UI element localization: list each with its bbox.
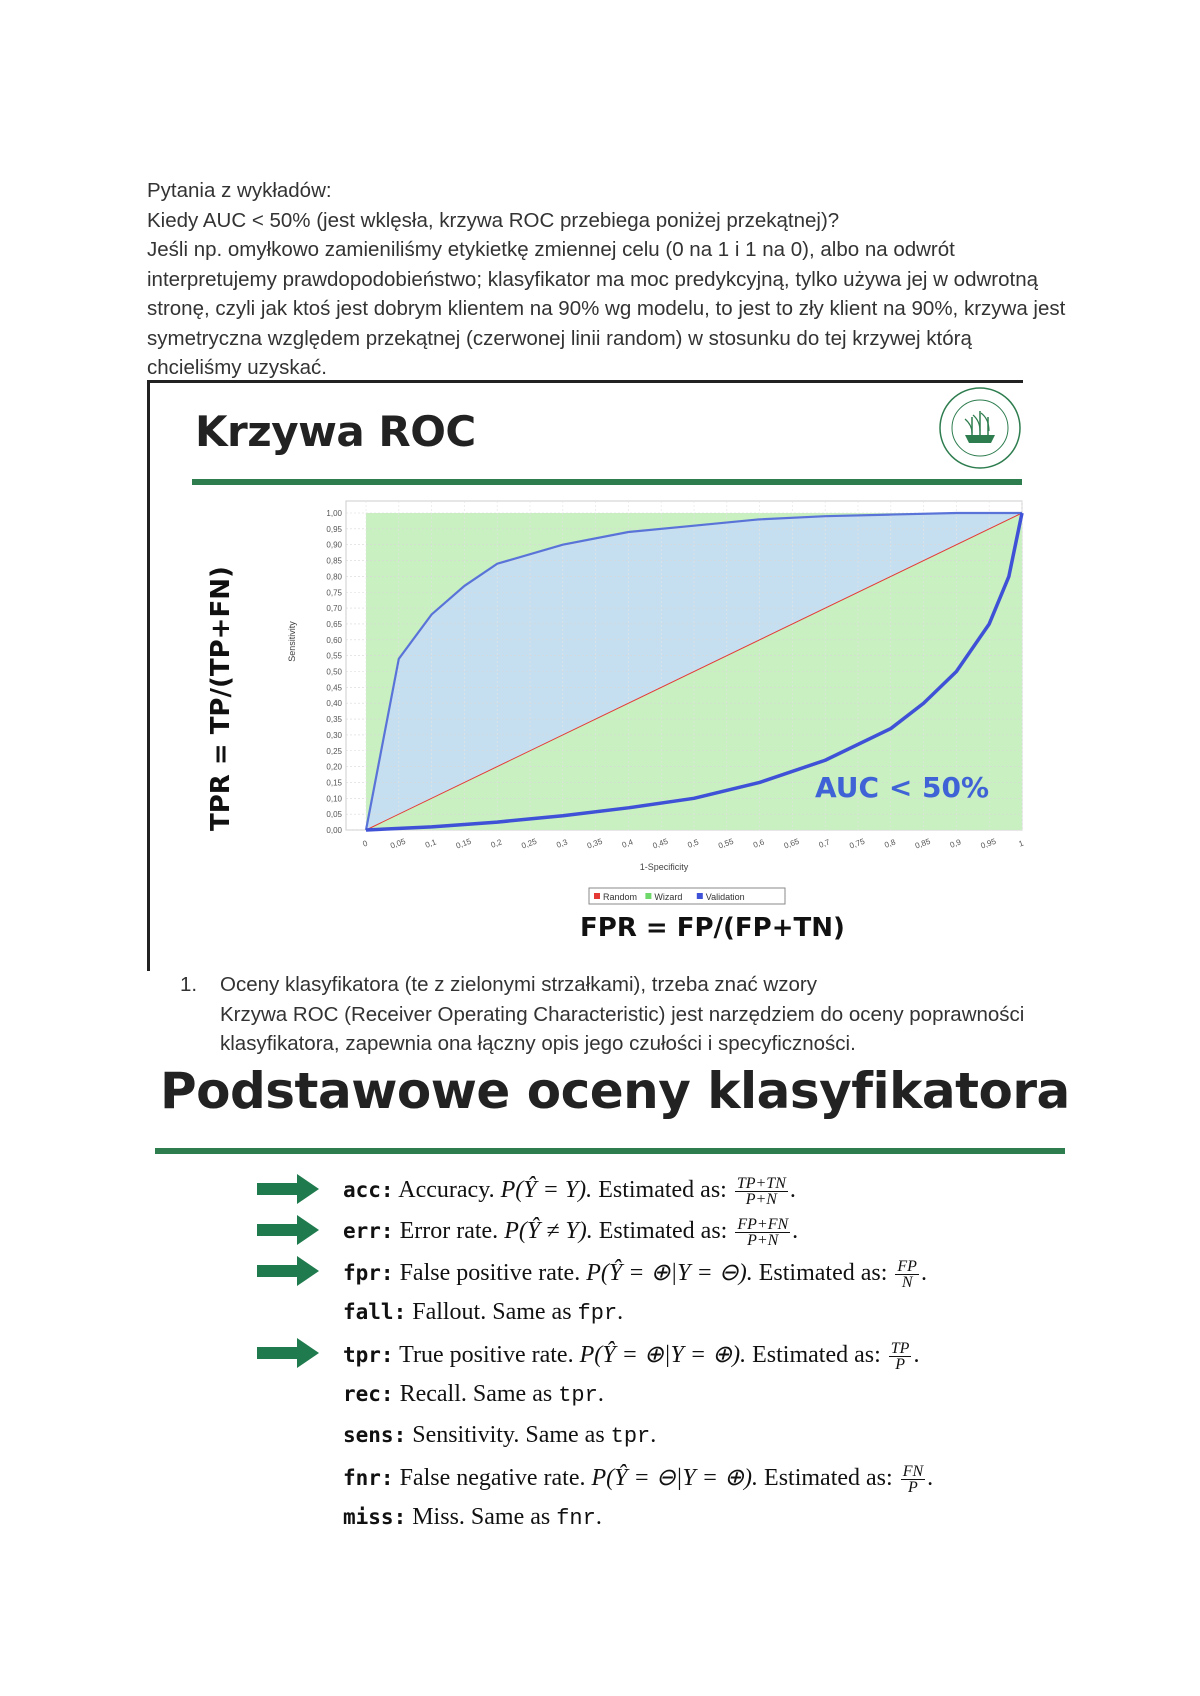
intro-line-2: Kiedy AUC < 50% (jest wklęsła, krzywa ROC przebiega poniżej przekątnej)? <box>147 208 840 232</box>
y-axis-title: Sensitivity <box>287 621 297 662</box>
metric-fraction <box>735 1217 790 1248</box>
x-tick-label: 0,2 <box>489 837 504 850</box>
metric-text: fall: Fallout. Same as fpr. <box>343 1299 624 1326</box>
x-tick-label: 0,5 <box>686 837 700 850</box>
metric-row <box>255 1293 1115 1334</box>
metric-reference: fnr <box>556 1506 596 1531</box>
legend-label-validation: Validation <box>705 892 745 902</box>
metrics-list <box>255 1170 1115 1539</box>
metric-code: fnr: <box>343 1466 394 1490</box>
metric-formula: P(Ŷ ≠ Y). <box>504 1218 593 1245</box>
metric-text: miss: Miss. Same as fnr. <box>343 1504 602 1531</box>
roc-slide <box>147 380 1023 971</box>
metric-formula: P(Ŷ = Y). <box>500 1177 593 1204</box>
x-tick-label: 0,1 <box>423 837 438 850</box>
numbered-list <box>180 970 1080 1059</box>
y-tick-label: 0,80 <box>326 572 342 582</box>
auc-label: AUC < 50% <box>815 771 990 804</box>
metric-description: Sensitivity. Same as <box>412 1422 605 1448</box>
metric-description: Recall. Same as <box>399 1381 553 1407</box>
metrics-slide-title: Podstawowe oceny klasyfikatora <box>160 1062 1070 1120</box>
y-tick-label: 0,45 <box>326 683 342 693</box>
metric-code: sens: <box>343 1423 407 1447</box>
x-tick-label: 0,85 <box>913 836 932 851</box>
x-tick-label: 0,25 <box>520 836 539 851</box>
fraction-numerator: FN <box>902 1462 924 1480</box>
legend-swatch-wizard <box>645 893 651 899</box>
fraction-numerator: FP+FN <box>737 1216 789 1233</box>
metric-row <box>255 1416 1115 1457</box>
roc-slide-title: Krzywa ROC <box>195 407 476 456</box>
x-tick-label: 0,45 <box>651 836 670 851</box>
metric-row <box>255 1252 1115 1293</box>
y-tick-label: 0,95 <box>326 524 342 534</box>
metric-estimated-label: Estimated as: <box>598 1218 728 1245</box>
fraction-denominator: P <box>895 1355 905 1373</box>
list-number: 1. <box>180 973 198 996</box>
fraction-denominator: P <box>908 1478 918 1496</box>
y-tick-label: 0,90 <box>326 540 342 550</box>
metric-code: fall: <box>343 1300 407 1324</box>
fpr-formula-label: FPR = FP/(FP+TN) <box>580 913 845 943</box>
metric-row <box>255 1334 1115 1375</box>
green-arrow-icon <box>257 1215 319 1245</box>
metric-formula: P(Ŷ = ⊖|Y = ⊕). <box>591 1465 759 1491</box>
metric-code: rec: <box>343 1382 394 1406</box>
y-tick-label: 0,10 <box>326 794 342 804</box>
metric-reference: tpr <box>610 1424 651 1449</box>
y-tick-label: 0,55 <box>326 651 342 661</box>
y-tick-label: 0,70 <box>326 604 342 614</box>
x-tick-label: 0,55 <box>717 836 735 851</box>
x-tick-label: 0,05 <box>389 836 407 851</box>
metric-description: True positive rate. <box>399 1342 574 1368</box>
metric-row <box>255 1375 1115 1416</box>
metric-code: fpr: <box>343 1261 394 1285</box>
x-tick-label: 0,3 <box>555 837 569 850</box>
fraction-numerator: TP+TN <box>736 1175 786 1192</box>
x-tick-label: 0,95 <box>979 836 998 851</box>
intro-line-3: Jeśli np. omyłkowo zamieniliśmy etykietkę zmiennej celu (0 na 1 i 1 na 0), albo na odwrót interpretujemy prawdopodobieństwo; klasyfikator ma moc predykcyjną, tylko używa jej w odwrotną stronę, czyli jak ktoś jest dobrym klientem na 90% wg modelu, to jest to zły klient na 90%, krzywa jest symetryczna względem przekątnej (czerwonej linii random) w stosunku do tej krzywej którą chcieliśmy uzyskać. <box>147 238 1066 379</box>
y-tick-label: 0,05 <box>326 810 342 820</box>
metric-estimated-label: Estimated as: <box>752 1342 881 1368</box>
metric-text: sens: Sensitivity. Same as tpr. <box>343 1422 657 1449</box>
metric-row <box>255 1211 1115 1252</box>
metric-text: rec: Recall. Same as tpr. <box>343 1381 604 1408</box>
x-tick-label: 0,6 <box>751 837 766 850</box>
x-tick-label: 0,7 <box>817 837 832 850</box>
fraction-numerator: TP <box>890 1339 910 1357</box>
y-tick-label: 0,25 <box>326 746 342 756</box>
y-tick-label: 0,50 <box>326 667 342 677</box>
metric-fraction <box>889 1341 912 1372</box>
list-line-2: Krzywa ROC (Receiver Operating Characteristic) jest narzędziem do oceny poprawności klasyfikatora, zapewnia ona łączny opis jego czułości i specyficzności. <box>220 1002 1025 1055</box>
x-tick-label: 1 <box>1017 838 1025 849</box>
y-tick-label: 0,30 <box>326 730 342 740</box>
x-tick-label: 0,9 <box>948 837 963 850</box>
metric-description: Fallout. Same as <box>412 1299 572 1325</box>
legend-label-wizard: Wizard <box>654 892 683 902</box>
x-tick-label: 0,35 <box>585 836 604 851</box>
roc-chart <box>150 383 1023 971</box>
metric-text: fpr: False positive rate. P(Ŷ = ⊕|Y = ⊖). Estimated as: $\frac{FP}{N}$ . <box>343 1257 927 1291</box>
legend-swatch-random <box>594 893 600 899</box>
x-tick-label: 0,65 <box>782 836 801 851</box>
metric-text: acc: Accuracy. P(Ŷ = Y). Estimated as: $\frac{TP+TN}{P+N}$ . <box>343 1175 796 1208</box>
x-axis-title: 1-Specificity <box>639 862 689 872</box>
metric-fraction <box>735 1176 788 1207</box>
y-tick-label: 0,65 <box>326 619 342 629</box>
green-arrow-icon <box>257 1256 319 1286</box>
tpr-formula-label: TPR = TP/(TP+FN) <box>206 566 236 831</box>
metric-reference: fpr <box>577 1301 618 1326</box>
fraction-denominator: N <box>901 1273 913 1291</box>
x-tick-label: 0 <box>361 838 369 849</box>
y-tick-label: 0,00 <box>326 826 342 835</box>
intro-text <box>147 176 1067 383</box>
fraction-numerator: FP <box>897 1257 917 1275</box>
fraction-denominator: P+N <box>747 1232 779 1249</box>
metric-text: tpr: True positive rate. P(Ŷ = ⊕|Y = ⊕). Estimated as: $\frac{TP}{P}$ . <box>343 1339 920 1373</box>
metric-row <box>255 1170 1115 1211</box>
metric-description: False negative rate. <box>399 1465 586 1491</box>
intro-line-1: Pytania z wykładów: <box>147 179 332 202</box>
metric-code: tpr: <box>343 1343 394 1367</box>
metric-estimated-label: Estimated as: <box>764 1465 893 1491</box>
list-line-1: Oceny klasyfikatora (te z zielonymi strzałkami), trzeba znać wzory <box>220 973 817 996</box>
x-tick-label: 0,4 <box>620 837 635 850</box>
metric-estimated-label: Estimated as: <box>758 1260 888 1286</box>
metric-code: miss: <box>343 1505 407 1529</box>
metric-row <box>255 1457 1115 1498</box>
x-tick-label: 0,8 <box>883 837 897 850</box>
metric-description: Error rate. <box>399 1218 499 1245</box>
metric-description: False positive rate. <box>399 1260 581 1286</box>
x-tick-label: 0,15 <box>454 836 473 851</box>
metric-description: Accuracy. <box>398 1177 495 1204</box>
metric-row <box>255 1498 1115 1539</box>
green-arrow-icon <box>257 1338 319 1368</box>
metric-fraction <box>901 1464 925 1495</box>
y-tick-label: 0,85 <box>326 556 342 566</box>
legend-label-random: Random <box>603 892 638 902</box>
y-tick-label: 0,75 <box>326 588 342 598</box>
y-tick-label: 0,60 <box>326 635 342 645</box>
green-arrow-icon <box>257 1174 319 1204</box>
y-tick-label: 0,35 <box>326 715 342 725</box>
fraction-denominator: P+N <box>745 1191 777 1208</box>
metric-code: acc: <box>343 1178 394 1203</box>
metric-code: err: <box>343 1219 394 1244</box>
legend-swatch-validation <box>697 893 703 899</box>
y-tick-label: 0,40 <box>326 699 342 709</box>
metric-text: fnr: False negative rate. P(Ŷ = ⊖|Y = ⊕). Estimated as: $\frac{FN}{P}$ . <box>343 1462 934 1496</box>
metric-formula: P(Ŷ = ⊕|Y = ⊕). <box>579 1342 747 1368</box>
metric-description: Miss. Same as <box>412 1504 551 1530</box>
metric-reference: tpr <box>558 1383 598 1408</box>
metrics-slide-rule <box>155 1148 1065 1154</box>
y-tick-label: 0,15 <box>326 778 342 788</box>
metric-estimated-label: Estimated as: <box>598 1177 727 1204</box>
metric-formula: P(Ŷ = ⊕|Y = ⊖). <box>586 1260 753 1286</box>
metric-text: err: Error rate. P(Ŷ ≠ Y). Estimated as: $\frac{FP+FN}{P+N}$ . <box>343 1216 799 1249</box>
y-tick-label: 1,00 <box>326 509 342 518</box>
metric-fraction <box>895 1259 919 1290</box>
x-tick-label: 0,75 <box>848 836 867 851</box>
y-tick-label: 0,20 <box>326 762 342 772</box>
